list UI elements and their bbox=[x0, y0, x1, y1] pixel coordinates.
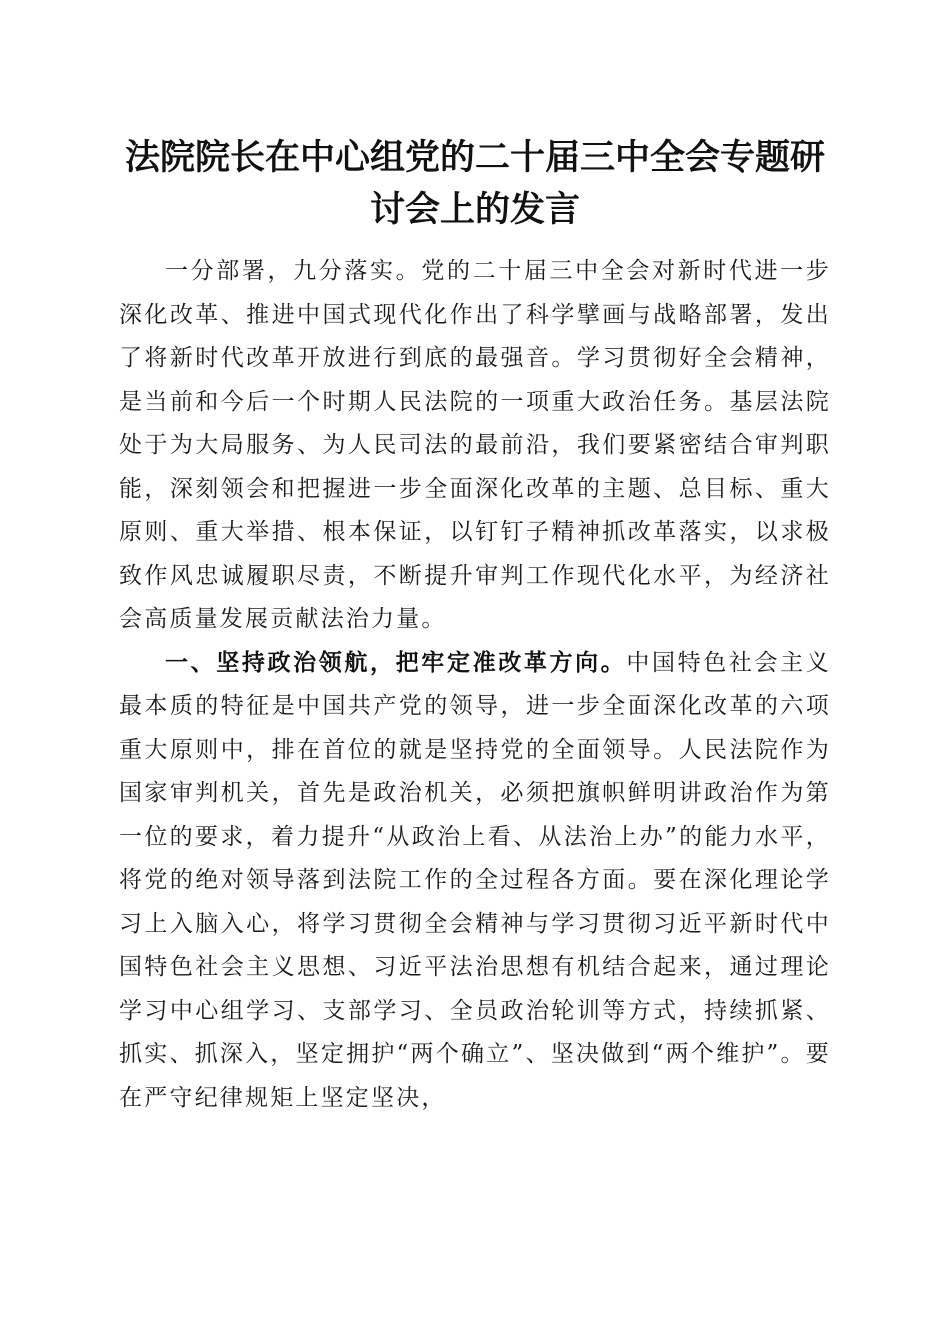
section-1-body: 中国特色社会主义最本质的特征是中国共产党的领导，进一步全面深化改革的六项重大原则中，排在首位的就是坚持党的全面领导。人民法院作为国家审判机关，首先是政治机关，必须把旗帜鲜明讲政治作为第一位的要求，着力提升“从政治上看、从法治上办”的能力水平，将党的绝对领导落到法院工作的全过程各方面。要在深化理论学习上入脑入心，将学习贯彻全会精神与学习贯彻习近平新时代中国特色社会主义思想、习近平法治思想有机结合起来，通过理论学习中心组学习、支部学习、全员政治轮训等方式，持续抓紧、抓实、抓深入，坚定拥护“两个确立”、坚决做到“两个维护”。要在严守纪律规矩上坚定坚决， bbox=[119, 649, 831, 1111]
section-1-heading: 一、坚持政治领航，把牢定准改革方向。 bbox=[165, 649, 627, 676]
title-line-2: 讨会上的发言 bbox=[369, 189, 580, 230]
document-title bbox=[110, 132, 840, 236]
intro-paragraph: 一分部署，九分落实。党的二十届三中全会对新时代进一步深化改革、推进中国式现代化作出了科学擘画与战略部署，发出了将新时代改革开放进行到底的最强音。学习贯彻好全会精神，是当前和今后一个时期人民法院的一项重大政治任务。基层法院处于为大局服务、为人民司法的最前沿，我们要紧密结合审判职能，深刻领会和把握进一步全面深化改革的主题、总目标、重大原则、重大举措、根本保证，以钉钉子精神抓改革落实，以求极致作风忠诚履职尽责，不断提升审判工作现代化水平，为经济社会高质量发展贡献法治力量。 bbox=[119, 258, 831, 632]
title-line-1: 法院院长在中心组党的二十届三中全会专题研 bbox=[124, 137, 825, 178]
document-body bbox=[119, 250, 831, 1120]
section-1-paragraph bbox=[119, 642, 831, 1121]
